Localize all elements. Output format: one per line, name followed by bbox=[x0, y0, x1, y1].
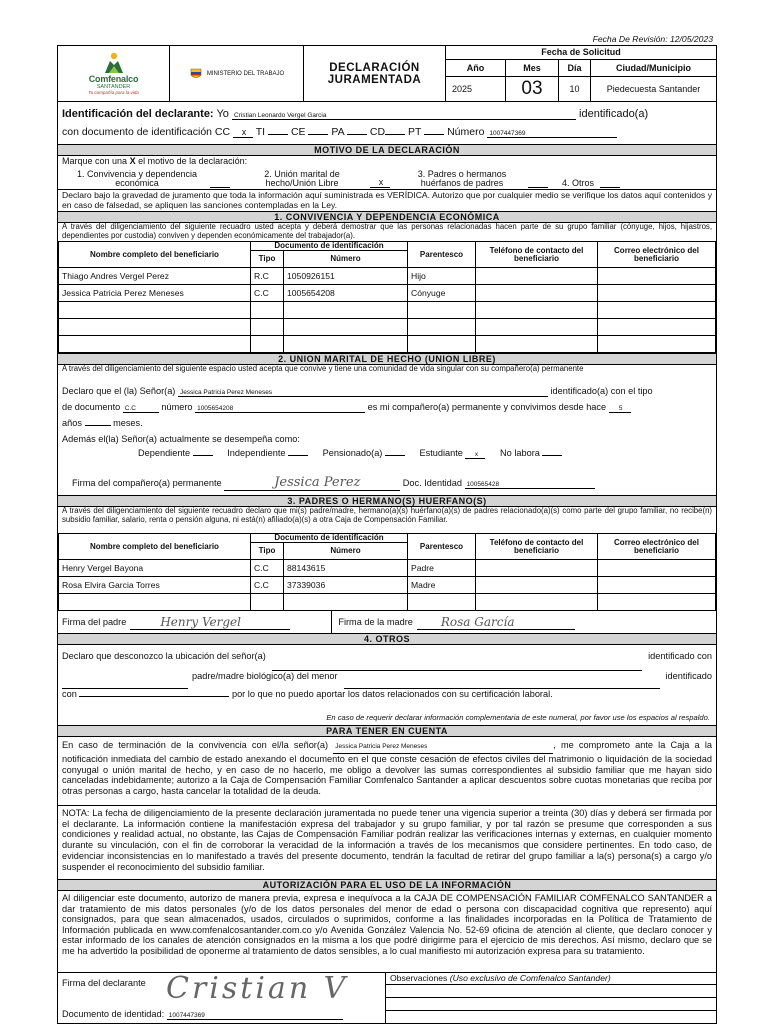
table-row bbox=[59, 285, 716, 302]
section-2-intro: A través del diligenciamiento del siguiente espacio usted acepta que convive y tiene una comunidad de vida singular con su compañero(a) permanente bbox=[62, 364, 584, 373]
header-phone: Teléfono de contacto del beneficiario bbox=[476, 534, 598, 560]
observations-note: (Uso exclusivo de Comfenalco Santander) bbox=[449, 973, 611, 983]
cell-phone[interactable] bbox=[476, 319, 598, 336]
cell-name[interactable]: Henry Vergel Bayona bbox=[59, 560, 251, 577]
cell-num[interactable] bbox=[284, 319, 408, 336]
ce-checkbox[interactable] bbox=[308, 134, 328, 135]
pa-checkbox[interactable] bbox=[347, 134, 367, 135]
unknown-doc-field[interactable] bbox=[62, 671, 188, 689]
declarant-id-label: Documento de identidad: bbox=[62, 1009, 165, 1019]
section-2-body bbox=[58, 382, 716, 475]
header-number: Número bbox=[284, 543, 408, 560]
cell-name[interactable] bbox=[59, 336, 251, 353]
motive-option-1: 1. Convivencia y dependencia económica bbox=[76, 169, 198, 188]
ministry-logo bbox=[170, 46, 304, 101]
table-row bbox=[59, 302, 716, 319]
logo-subtitle: SANTANDER bbox=[96, 84, 131, 90]
revision-date: Fecha De Revisión: 12/05/2023 bbox=[592, 34, 713, 44]
section-1-intro: A través del diligenciamiento del siguiente recuadro usted acepta y deberá demostrar que las personas relacionadas hacen parte de su grupo familiar (cónyuge, hijos, hijastros, dependientes por custodia) conviven y dependen económicamente del trabajador(a). bbox=[62, 222, 712, 240]
years-label: años bbox=[62, 418, 82, 428]
oath-text: Declaro bajo la gravedad de juramento que toda la información aquí suministrada es VERÍDICA. Autorizo que por cualquier medio se verifique los datos aquí contenidos y en caso de falsedad, se apliquen las sanciones contempladas en la Ley. bbox=[58, 189, 716, 211]
section-4-body bbox=[58, 645, 716, 713]
occ-retired-checkbox[interactable] bbox=[385, 455, 405, 456]
cell-name[interactable]: Jessica Patricia Perez Meneses bbox=[59, 285, 251, 302]
keep-in-mind-title: PARA TENER EN CUENTA bbox=[58, 725, 716, 737]
occ-dependent-label: Dependiente bbox=[138, 448, 191, 458]
observations-line-3[interactable] bbox=[386, 1011, 716, 1023]
partner-signature[interactable]: Jessica Perez bbox=[224, 475, 400, 491]
doc-line-label: con documento de identificación CC bbox=[62, 126, 231, 138]
cell-rel[interactable] bbox=[408, 594, 476, 611]
cell-phone[interactable] bbox=[476, 560, 598, 577]
identified-label: identificado bbox=[665, 671, 712, 681]
cell-phone[interactable] bbox=[476, 285, 598, 302]
cell-num[interactable]: 1050926151 bbox=[284, 268, 408, 285]
motive-block bbox=[58, 156, 716, 189]
pt-checkbox[interactable] bbox=[424, 134, 444, 135]
partner-id-label: Doc. Identidad bbox=[402, 478, 462, 488]
father-signature[interactable]: Henry Vergel bbox=[130, 615, 290, 630]
months-field[interactable] bbox=[85, 425, 111, 426]
numero-label: Número bbox=[447, 126, 485, 138]
pt-label: PT bbox=[407, 126, 422, 138]
cell-tipo[interactable] bbox=[251, 302, 284, 319]
comfenalco-logo bbox=[58, 46, 170, 101]
section-1-table bbox=[58, 241, 716, 353]
declarant-label: Identificación del declarante: bbox=[62, 108, 214, 120]
header-email: Correo electrónico del beneficiario bbox=[598, 534, 716, 560]
partner-signature-label: Firma del compañero(a) permanente bbox=[72, 478, 222, 488]
cell-rel[interactable]: Hijo bbox=[408, 268, 476, 285]
ce-label: CE bbox=[290, 126, 306, 138]
cell-rel[interactable]: Cónyuge bbox=[408, 285, 476, 302]
termination-paragraph bbox=[58, 737, 716, 805]
cannot-provide-label: por lo que no puedo aportar los datos relacionados con su certificación laboral. bbox=[231, 689, 553, 699]
declarant-id-row bbox=[62, 1009, 343, 1020]
validity-note: NOTA: La fecha de diligenciamiento de la presente declaración juramentada no puede tener una vigencia superior a treinta (30) días y deberá ser firmada por el declarante. La información contiene la manifestación expresa del trabajador y su grupo familiar, y por tal razón se presume que corresponden a sus condiciones y realidad actual, no obstante, las Cajas de Compensación Familiar podrán realizar las verificaciones internas y externas, en cualquier momento durante su vinculación, con el fin de corroborar la veracidad de la información a través de los mecanismos que considere pertinentes. En todo caso, de evidenciar inconsistencias en lo manifestado a través del presente documento, tendrán la facultad de retirar del grupo familiar a la(s) persona(s) a cargo y/o suspender el reconocimiento del subsidio familiar. bbox=[58, 805, 716, 879]
request-date-label: Fecha de Solicitud bbox=[446, 46, 716, 60]
occ-student-label: Estudiante bbox=[419, 448, 463, 458]
cell-name[interactable] bbox=[59, 302, 251, 319]
cell-email[interactable] bbox=[598, 319, 716, 336]
logo-tagline: Tu compañía para la vida bbox=[88, 90, 139, 95]
request-date-block bbox=[446, 46, 716, 101]
header-name: Nombre completo del beneficiario bbox=[59, 534, 251, 560]
table-row bbox=[59, 577, 716, 594]
identified-label: identificado(a) bbox=[579, 108, 649, 120]
ministry-label: MINISTERIO DEL TRABAJO bbox=[206, 70, 285, 77]
cell-email[interactable] bbox=[598, 577, 716, 594]
header-name: Nombre completo del beneficiario bbox=[59, 242, 251, 268]
title-line-1: DECLARACIÓN bbox=[329, 61, 420, 74]
cell-tipo[interactable]: C.C bbox=[251, 577, 284, 594]
table-row bbox=[59, 336, 716, 353]
with-label: con bbox=[62, 689, 77, 699]
motive-title: MOTIVO DE LA DECLARACIÓN bbox=[58, 144, 716, 156]
header-phone: Teléfono de contacto del beneficiario bbox=[476, 242, 598, 268]
header-type: Tipo bbox=[251, 543, 284, 560]
occ-independent-checkbox[interactable] bbox=[288, 455, 308, 456]
occ-independent-label: Independiente bbox=[227, 448, 286, 458]
cell-email[interactable] bbox=[598, 268, 716, 285]
ti-label: TI bbox=[255, 126, 266, 138]
cell-phone[interactable] bbox=[476, 594, 598, 611]
declarant-id-field[interactable]: 1007447369 bbox=[487, 130, 617, 138]
authorization-text: Al diligenciar este documento, autorizo de manera previa, expresa e inequívoca a la CAJA DE COMPENSACIÓN FAMILIAR COMFENALCO SANTANDER a dar tratamiento de mis datos personales (y/o de los datos personales del menor de edad o persona con discapacidad cognitiva que represento) aquí consignados, para que sean almacenados, usados, circulados o suprimidos, conforme a las finalidades incorporadas en la Política de Tratamiento de Información publicada en www.comfenalcosantander.com.co y/o Avenida González Valencia No. 52-69 oficina de atención al cliente, que declaro conocer y estar informado de los canales de atención consignados en la misma a los que podré dirigirme para el ejercicio de mis derechos. Así mismo, declaro que se me ha advertido la posibilidad de oponerme al tratamiento de datos sensibles, a lo cual manifiesto mi autorización expresa para su tratamiento. bbox=[62, 893, 712, 956]
section-3-title: 3. PADRES O HERMANO(S) HUERFANO(S) bbox=[58, 495, 716, 507]
header-doc: Documento de identificación bbox=[251, 534, 408, 543]
cell-tipo[interactable]: C.C bbox=[251, 285, 284, 302]
declarant-name-field[interactable]: Cristian Leonardo Vergel Garcia bbox=[232, 112, 576, 120]
header-relationship: Parentesco bbox=[408, 242, 476, 268]
section-2-title: 2. UNION MARITAL DE HECHO (UNION LIBRE) bbox=[58, 353, 716, 365]
cell-email[interactable] bbox=[598, 336, 716, 353]
observations-line-2[interactable] bbox=[386, 998, 716, 1011]
cell-phone[interactable] bbox=[476, 336, 598, 353]
declarant-signature-label: Firma del declarante bbox=[62, 978, 146, 988]
instruction-pre: Marque con una bbox=[62, 156, 128, 166]
occ-student-checkbox[interactable]: x bbox=[465, 451, 485, 459]
header-email: Correo electrónico del beneficiario bbox=[598, 242, 716, 268]
partner-doc-type-label: identificado(a) con el tipo bbox=[550, 386, 653, 396]
months-label: meses. bbox=[113, 418, 143, 428]
partner-signature-row bbox=[58, 475, 716, 495]
declarant-signature-area bbox=[58, 973, 386, 1023]
partner-label: Declaro que el (la) Señor(a) bbox=[62, 386, 176, 396]
observations-line-1[interactable] bbox=[386, 985, 716, 998]
cell-name[interactable] bbox=[59, 594, 251, 611]
instruction-x: X bbox=[129, 156, 136, 166]
occ-unemployed-checkbox[interactable] bbox=[542, 455, 562, 456]
section-1-title: 1. CONVIVENCIA Y DEPENDENCIA ECONÓMICA bbox=[58, 211, 716, 223]
table-row bbox=[59, 594, 716, 611]
section-4-note: En caso de requerir declarar información complementaria de este numeral, por favor use los espacios al respaldo. bbox=[326, 713, 710, 722]
cell-email[interactable] bbox=[598, 594, 716, 611]
cell-tipo[interactable] bbox=[251, 594, 284, 611]
cell-rel[interactable] bbox=[408, 319, 476, 336]
form-header bbox=[58, 46, 716, 102]
partner-name-field[interactable]: Jessica Patricia Perez Meneses bbox=[178, 389, 548, 397]
col-year: Año bbox=[446, 60, 506, 76]
cell-name[interactable] bbox=[59, 319, 251, 336]
cell-name[interactable]: Thiago Andres Vergel Perez bbox=[59, 268, 251, 285]
cell-num[interactable]: 37339036 bbox=[284, 577, 408, 594]
form-frame bbox=[57, 45, 717, 1024]
motive-option-3: 3. Padres o hermanos huérfanos de padres bbox=[417, 169, 507, 188]
table-row bbox=[59, 560, 716, 577]
cell-email[interactable] bbox=[598, 285, 716, 302]
observations-header bbox=[386, 973, 716, 985]
cohabitation-label: es mi compañero(a) permanente y convivimos desde hace bbox=[367, 402, 607, 412]
cell-rel[interactable] bbox=[408, 302, 476, 319]
pa-label: PA bbox=[331, 126, 345, 138]
cell-name[interactable]: Rosa Elvira Garcia Torres bbox=[59, 577, 251, 594]
header-doc: Documento de identificación bbox=[251, 242, 408, 251]
yo-label: Yo bbox=[216, 108, 229, 120]
declarant-signature[interactable]: Cristian V bbox=[166, 971, 349, 1006]
table-row bbox=[59, 319, 716, 336]
cell-num[interactable]: 88143615 bbox=[284, 560, 408, 577]
form-title bbox=[304, 46, 446, 101]
cell-phone[interactable] bbox=[476, 268, 598, 285]
cell-rel[interactable]: Madre bbox=[408, 577, 476, 594]
partner-doc-number-field[interactable]: 1005654208 bbox=[195, 405, 365, 413]
father-signature-label: Firma del padre bbox=[62, 617, 127, 627]
cell-phone[interactable] bbox=[476, 302, 598, 319]
doc-number-label: número bbox=[161, 402, 193, 412]
city-value[interactable]: Piedecuesta Santander bbox=[606, 84, 701, 94]
partner-id-field[interactable]: 100565428 bbox=[465, 481, 595, 489]
identified-with-label: identificado con bbox=[648, 651, 712, 661]
motive-checkbox-3[interactable] bbox=[528, 187, 548, 188]
cell-tipo[interactable] bbox=[251, 336, 284, 353]
section-3-table bbox=[58, 533, 716, 611]
parents-signature-row bbox=[58, 611, 716, 633]
cell-rel[interactable] bbox=[408, 336, 476, 353]
partner-doc-type-field[interactable]: C.C bbox=[123, 405, 159, 413]
motive-checkbox-2[interactable]: x bbox=[370, 177, 390, 188]
termination-post: , me comprometo ante la Caja a la notificación inmediata del cambio de estado anexando el documento en el que conste cesación de efectos civiles del matrimonio o liquidación de la sociedad conyugal o unión marital de hecho, y en caso de no hacerlo, me obligo a devolver las sumas correspondientes al subsidio familiar que me hayan sido canceladas indebidamente; autorizo a la Caja de Compensación Familiar Comfenalco Santander a aplicar descuentos sobre cuotas monetarias que reciba por otras personas a cargo, hasta cancelar la totalidad de la deuda. bbox=[62, 740, 712, 797]
unknown-person-label: Declaro que desconozco la ubicación del señor(a) bbox=[62, 651, 266, 661]
authorization-title: AUTORIZACIÓN PARA EL USO DE LA INFORMACIÓN bbox=[58, 879, 716, 891]
declarant-id-value[interactable]: 1007447369 bbox=[167, 1012, 343, 1020]
section-3-intro: A través del diligenciamiento del siguiente recuadro declaro que mi(s) padre/madre, hermano(a)(s) huérfano(a)(s) de padres relacionado(a)(s) como parte del grupo familiar, no recibe(n) subsidio familiar, salario, renta o pensión alguna, ni está(n) afiliado(a)(s) a otra Caja de Compensación Familiar. bbox=[62, 506, 712, 524]
years-field[interactable]: 5 bbox=[609, 405, 631, 413]
cell-num[interactable] bbox=[284, 336, 408, 353]
cell-num[interactable]: 1005654208 bbox=[284, 285, 408, 302]
observations-area bbox=[386, 973, 716, 1023]
occ-dependent-checkbox[interactable] bbox=[193, 455, 213, 456]
instruction-post: el motivo de la declaración: bbox=[138, 156, 248, 166]
minor-name-field[interactable] bbox=[344, 671, 660, 689]
occupation-question: Además el(la) Señor(a) actualmente se desempeña como: bbox=[62, 434, 300, 444]
cell-tipo[interactable] bbox=[251, 319, 284, 336]
declarant-block bbox=[58, 102, 716, 144]
header-type: Tipo bbox=[251, 251, 284, 268]
motive-option-4: 4. Otros bbox=[562, 178, 595, 188]
termination-partner-field[interactable]: Jessica Patricia Perez Meneses bbox=[333, 742, 553, 754]
ti-checkbox[interactable] bbox=[268, 134, 288, 135]
mother-signature-label: Firma de la madre bbox=[338, 617, 413, 627]
observations-label: Observaciones bbox=[390, 973, 448, 983]
cd-label: CD bbox=[369, 126, 386, 138]
table-row bbox=[59, 268, 716, 285]
header-number: Número bbox=[284, 251, 408, 268]
motive-option-2: 2. Unión marital de hecho/Unión Libre bbox=[264, 169, 340, 188]
occ-retired-label: Pensionado(a) bbox=[322, 448, 383, 458]
termination-pre: En caso de terminación de la convivencia con el/la señor(a) bbox=[62, 740, 329, 750]
cell-email[interactable] bbox=[598, 302, 716, 319]
cell-tipo[interactable]: C.C bbox=[251, 560, 284, 577]
cell-num[interactable] bbox=[284, 302, 408, 319]
title-line-2: JURAMENTADA bbox=[327, 73, 422, 86]
cell-rel[interactable]: Padre bbox=[408, 560, 476, 577]
day-value[interactable]: 10 bbox=[559, 77, 591, 101]
motive-checkbox-1[interactable] bbox=[210, 187, 230, 188]
mother-signature[interactable]: Rosa García bbox=[417, 615, 575, 630]
doc-type-label: de documento bbox=[62, 402, 121, 412]
section-4-title: 4. OTROS bbox=[58, 633, 716, 645]
header-relationship: Parentesco bbox=[408, 534, 476, 560]
motive-checkbox-4[interactable] bbox=[600, 187, 620, 188]
year-value[interactable]: 2025 bbox=[446, 77, 506, 101]
biological-parent-label: padre/madre biológico(a) del menor bbox=[192, 671, 338, 681]
occ-unemployed-label: No labora bbox=[500, 448, 540, 458]
cell-tipo[interactable]: R.C bbox=[251, 268, 284, 285]
unknown-person-field[interactable] bbox=[272, 651, 642, 671]
col-month: Mes bbox=[506, 60, 559, 76]
cd-checkbox[interactable] bbox=[385, 134, 405, 135]
signature-block bbox=[58, 972, 716, 1023]
logo-text: Comfenalco bbox=[88, 74, 139, 84]
month-value[interactable]: 03 bbox=[506, 77, 559, 101]
coat-of-arms-icon bbox=[189, 67, 203, 81]
cell-num[interactable] bbox=[284, 594, 408, 611]
col-city: Ciudad/Municipio bbox=[616, 63, 691, 73]
cell-phone[interactable] bbox=[476, 577, 598, 594]
col-day: Día bbox=[559, 60, 591, 76]
cc-checkbox[interactable]: x bbox=[233, 127, 253, 138]
logo-figure-icon bbox=[99, 52, 129, 74]
cell-email[interactable] bbox=[598, 560, 716, 577]
minor-doc-field[interactable] bbox=[79, 696, 229, 697]
